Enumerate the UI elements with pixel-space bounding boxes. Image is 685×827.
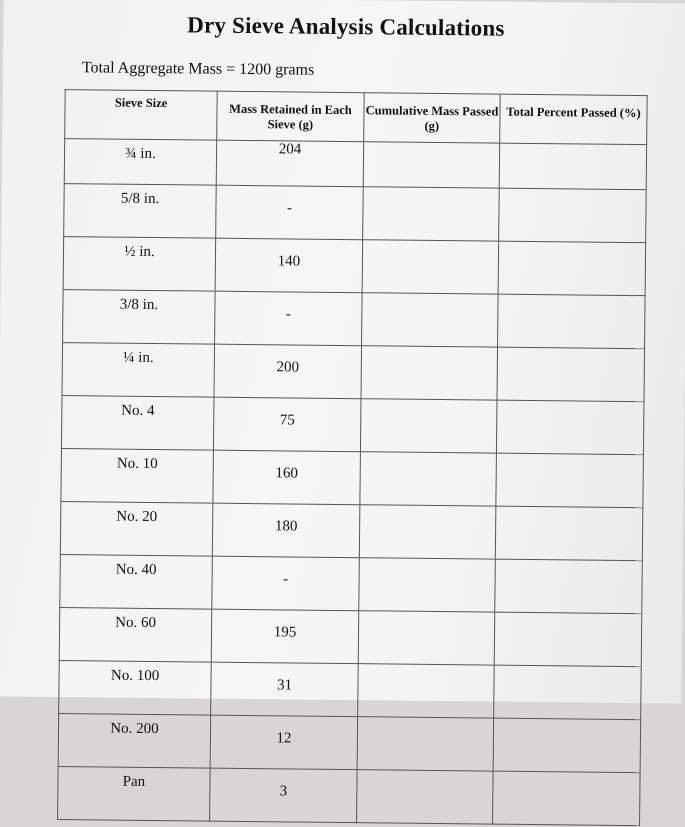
- sieve-size-cell[interactable]: No. 40: [60, 555, 213, 610]
- mass-retained-cell[interactable]: 180: [212, 503, 360, 558]
- sieve-size-cell[interactable]: ¾ in.: [64, 139, 216, 186]
- percent-passed-cell[interactable]: [497, 347, 645, 402]
- table-row: [64, 184, 647, 243]
- percent-passed-cell[interactable]: [495, 506, 643, 561]
- sieve-size-cell[interactable]: 5/8 in.: [64, 184, 217, 239]
- sieve-size-cell[interactable]: 3/8 in.: [63, 290, 216, 345]
- mass-retained-cell[interactable]: 160: [213, 450, 361, 505]
- sieve-size-cell[interactable]: No. 60: [59, 608, 212, 663]
- cumulative-mass-cell[interactable]: [357, 717, 494, 771]
- header-percent-passed: Total Percent Passed (%): [500, 94, 648, 145]
- table-row: [61, 449, 644, 508]
- cumulative-mass-cell[interactable]: [363, 187, 500, 241]
- percent-passed-cell[interactable]: [496, 400, 644, 455]
- cumulative-mass-cell[interactable]: [362, 240, 499, 294]
- table-row: [60, 555, 643, 614]
- percent-passed-cell[interactable]: [496, 453, 644, 508]
- percent-passed-cell[interactable]: [499, 143, 646, 190]
- table-row: [61, 396, 644, 455]
- sieve-size-cell[interactable]: Pan: [58, 767, 211, 822]
- cumulative-mass-cell[interactable]: [358, 611, 495, 665]
- mass-retained-cell[interactable]: 12: [210, 715, 358, 770]
- cumulative-mass-cell[interactable]: [357, 770, 494, 824]
- table-row: [58, 714, 641, 773]
- header-cumulative-mass: Cumulative Mass Passed (g): [364, 93, 501, 143]
- percent-passed-cell[interactable]: [498, 241, 646, 296]
- cumulative-mass-cell[interactable]: [359, 558, 496, 612]
- mass-retained-cell[interactable]: 75: [213, 397, 361, 452]
- table-row: [63, 290, 646, 349]
- total-aggregate-mass: Total Aggregate Mass = 1200 grams: [81, 59, 315, 79]
- header-sieve-size: Sieve Size: [65, 90, 218, 141]
- mass-retained-cell[interactable]: 3: [210, 768, 358, 823]
- percent-passed-cell[interactable]: [493, 718, 641, 773]
- header-mass-retained: Mass Retained in Each Sieve (g): [217, 91, 365, 142]
- sieve-size-cell[interactable]: No. 10: [61, 449, 214, 504]
- cumulative-mass-cell[interactable]: [359, 505, 496, 559]
- table-row: [58, 767, 641, 826]
- mass-retained-cell[interactable]: 200: [214, 344, 362, 399]
- table-row: [62, 343, 645, 402]
- sieve-analysis-table: [57, 89, 648, 826]
- cumulative-mass-cell[interactable]: [361, 346, 498, 400]
- mass-retained-cell[interactable]: 31: [211, 662, 359, 717]
- mass-retained-cell[interactable]: -: [212, 556, 360, 611]
- table-row: [59, 661, 642, 720]
- table-row: [63, 237, 646, 296]
- table-row: [59, 608, 642, 667]
- percent-passed-cell[interactable]: [494, 665, 642, 720]
- sieve-size-cell[interactable]: No. 4: [61, 396, 214, 451]
- mass-retained-cell[interactable]: 195: [211, 609, 359, 664]
- sieve-size-cell[interactable]: ¼ in.: [62, 343, 215, 398]
- cumulative-mass-cell[interactable]: [358, 664, 495, 718]
- mass-retained-cell[interactable]: 140: [215, 238, 363, 293]
- mass-retained-cell[interactable]: -: [215, 291, 363, 346]
- sieve-size-cell[interactable]: ½ in.: [63, 237, 216, 292]
- table-header-row: [65, 90, 647, 145]
- cumulative-mass-cell[interactable]: [360, 452, 497, 506]
- cumulative-mass-cell[interactable]: [363, 142, 499, 188]
- page-title: Dry Sieve Analysis Calculations: [187, 12, 505, 41]
- percent-passed-cell[interactable]: [493, 771, 641, 826]
- percent-passed-cell[interactable]: [498, 294, 646, 349]
- table-row: [60, 502, 643, 561]
- cumulative-mass-cell[interactable]: [360, 399, 497, 453]
- mass-retained-cell[interactable]: 204: [216, 140, 363, 187]
- sieve-size-cell[interactable]: No. 20: [60, 502, 213, 557]
- percent-passed-cell[interactable]: [494, 612, 642, 667]
- sieve-size-cell[interactable]: No. 200: [58, 714, 211, 769]
- percent-passed-cell[interactable]: [499, 188, 647, 243]
- cumulative-mass-cell[interactable]: [362, 293, 499, 347]
- percent-passed-cell[interactable]: [495, 559, 643, 614]
- mass-retained-cell[interactable]: -: [216, 185, 364, 240]
- table-row: [64, 139, 646, 190]
- sieve-size-cell[interactable]: No. 100: [59, 661, 212, 716]
